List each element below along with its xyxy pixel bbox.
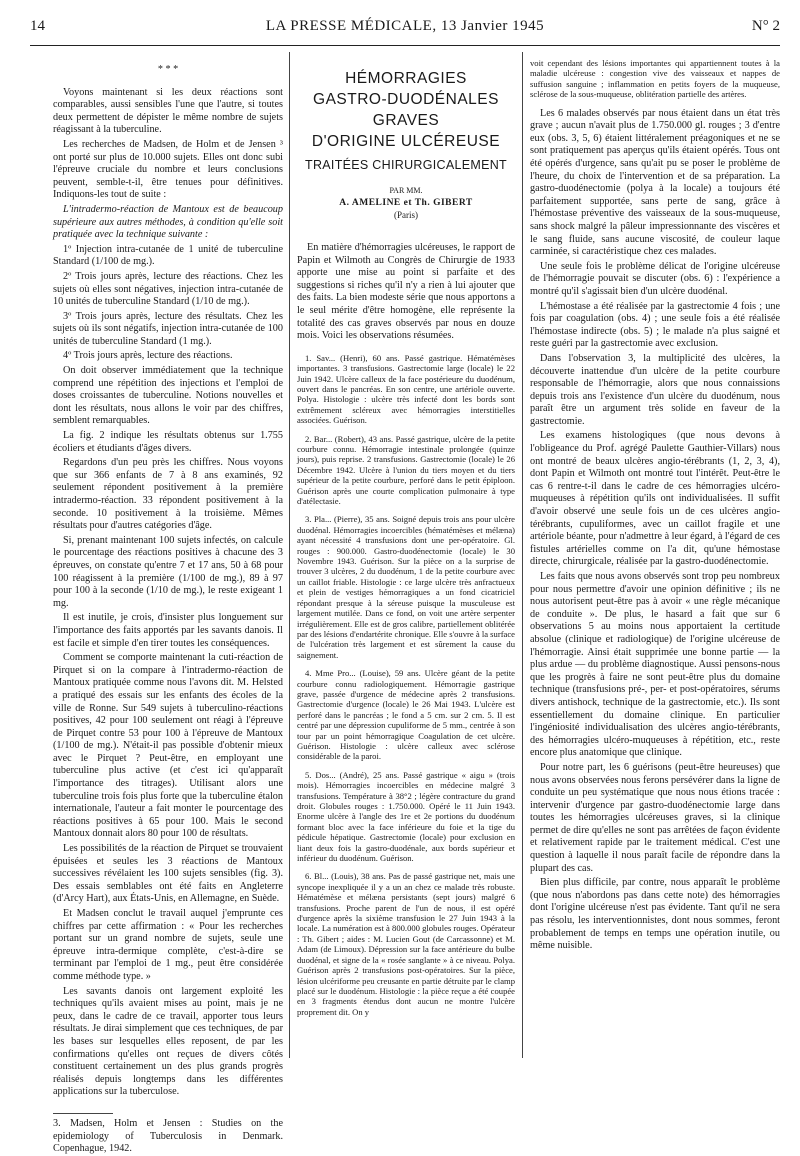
page-number: 14 (30, 18, 45, 34)
paragraph: 2º Trois jours après, lecture des réactions. Chez les sujets où elles sont négatives, injection intra-cutanée de 10 unités de tuberculine Standard (1/10 de mg.). (53, 270, 283, 308)
paragraph: Les examens histologiques (que nous devons à l'obligeance du Prof. agrégé Paulette Gauthier-Villars) nous ont montré de beaux ulcères angio-térébrants (1, 2, 3, 4), dont Papin et Wilmoth ont montré tout l'intérêt. Peut-être le cas 6 rentre-t-il dans le cadre de ces hémorragies ulcéro-muqueuses à répétition qu'ils ont individualisées. Il suffit d'avoir observé une seule fois un de ces ulcères angio-térébrants, cupuliformes, avec un caillot fragile et une artériole béante, pour n'admettre à leur égard, à l'égard de ces fistules artérielles comme on l'a dit, qu'une hémostase directe, chirurgicale, réalisée par la gastro-duodénectomie. (530, 430, 780, 568)
footnote-rule (53, 1113, 113, 1114)
observation: 3. Pla... (Pierre), 35 ans. Soigné depuis trois ans pour ulcère duodénal. Hémorragies incoercibles (hématémèses et mélæna) ayant nécessité 4 transfusions dont une per-opératoire. Gl. rouges : 900.000. Gastro-duodénectomie (locale) le 30 Novembre 1943. Guérison. Sur la pièce on a la surprise de trouver 3 ulcères, 2 du duodénum, 1 de la petite courbure avec un caillot friable. Histologie : ce large ulcère très anfractueux et plein de vestiges hémorragiques a un fond cicatriciel répondant presque à la séreuse puisque la musculeuse est largement mutilée. Dans ce fond, on voit une artère serpenter irrégulièrement. Elle est de gros calibre, partiellement oblitérée par des lésions d'endartérite chronique. Elle s'ouvre à la surface de l'ulcération très largement et est sûrement la cause du saignement. (297, 514, 515, 660)
paragraph: Si, prenant maintenant 100 sujets infectés, on calcule le pourcentage des réactions positives à chacune des 3 épreuves, on constate qu'entre 7 et 17 ans, 50 à 68 pour 100 réagissent à la première (1/100 de mg.), 89 à 97 pour 100 à la seconde (1/10 de mg.), le reste exigeant 1 mg. (53, 534, 283, 609)
observation: 4. Mme Pro... (Louise), 59 ans. Ulcère géant de la petite courbure connu radiologiquement. Hémorragie gastrique grave, passée d'urgence de médecine après 2 transfusions. Gastrectomie d'urgence (locale) le 26 Mai 1943. L'ulcère est perforé dans le pancréas ; le fond a 5 cm. sur 2 cm. 5. Il est centré par une dépression cupuliforme de 5 mm., centrée à son tour par un point hémorragique Coagulation de cet ulcère. Guérison. Histologie : ulcère calleux avec sclérose considérable de la paroi. (297, 668, 515, 762)
paragraph: Les 6 malades observés par nous étaient dans un état très grave ; aucun n'avait plus de 1.750.000 gl. rouges ; 3 d'entre eux (obs. 3, 5, 6) étaient littéralement préagoniques et ne se sont pratiquement pas aperçus qu'ils étaient opérés. Tous ont été opérés d'urgence, sans qu'ait pu se poser le problème de l'heure, du choix de l'intervention et de sa préparation. La gastro-duodénectomie (polya à la locale) a toujours été parfaitement supportée, sans perte de sang, grâce à l'hémostase préventive des vaisseaux de la sous-muqueuse, sans shock malgré la pâleur impressionnante des viscères et le sang fluide, sans aucune viscosité, de couleur laque carminée, si caractéristique chez ces malades. (530, 107, 780, 258)
paragraph: Voyons maintenant si les deux réactions sont comparables, aussi sensibles l'une que l'autre, si toutes deux permettent de dépister le même nombre de sujets réagissant à la tuberculine. (53, 86, 283, 136)
title-line: GASTRO-DUODÉNALES (313, 91, 499, 108)
observation-continuation: voit cependant des lésions importantes qui appartiennent toutes à la maladie ulcéreuse : congestion vive des vaisseaux et nappes de suffusion sanguine ; inflammation en petits foyers de la muqueuse, sclérose de la sous-muqueuse, oblitération partielle des artères. (530, 58, 780, 100)
column-divider-right (522, 52, 523, 1058)
paragraph: 4º Trois jours après, lecture des réactions. (63, 350, 233, 362)
issue-number: N° 2 (751, 18, 780, 34)
paragraph: Les recherches de Madsen, de Holm et de Jensen ³ ont porté sur plus de 10.000 sujets. Elles ont donc subi l'épreuve cruciale du nombre et leurs conclusions peuvent, semble-t-il, être tenues pour définitives. Indiquons-les tout de suite : (53, 138, 283, 201)
paragraph: La fig. 2 indique les résultats obtenus sur 1.755 écoliers et étudiants d'âges divers. (53, 430, 283, 454)
paragraph: Une seule fois le problème délicat de l'origine ulcéreuse de l'hémorragie pouvait se discuter (obs. 6) : l'expérience a montré qu'il s'agissait bien d'un ulcère duodénal. (530, 260, 780, 297)
paragraph: 3º Trois jours après, lecture des résultats. Chez les sujets où ils sont négatifs, injection intra-cutanée de 100 unités de tuberculine Standard (1 mg.). (53, 310, 283, 347)
column-divider-left (289, 52, 290, 1058)
observation: 1. Sav... (Henri), 60 ans. Passé gastrique. Hématémèses importantes. 3 transfusions. Gastrectomie large (locale) le 22 Juin 1942. Ulcère calleux de la face postérieure du duodénum, ouvert dans le pancréas. En son centre, une artériole ouverte. Polya. Histologie : ulcère très infecté dont les bords sont extrêmement scléreux avec hémorragies interstitielles associées. Guérison. (297, 352, 515, 426)
title-line: HÉMORRAGIES (345, 70, 467, 87)
article-city: (Paris) (394, 210, 418, 220)
footnote: 3. Madsen, Holm et Jensen : Studies on the epidemiology of Tuberculosis in Denmark. Copenhague, 1942. (53, 1117, 283, 1155)
running-header (30, 18, 780, 40)
article-subtitle: TRAITÉES CHIRURGICALEMENT (305, 158, 507, 172)
paragraph: On doit observer immédiatement que la technique comprend une répétition des injections et l'emploi de doses croissantes de tuberculine. Notions nouvelles et dont les résultats, nous allons le voir par des chiffres, semblent remarquables. (53, 365, 283, 427)
column-right (530, 58, 780, 1068)
column-right-paragraphs (530, 108, 780, 953)
observation: 6. Bl... (Louis), 38 ans. Pas de passé gastrique net, mais une syncope inexpliquée il y a un an chez ce malade très robuste. Hématémèse et mélæna persistants (sept jours) malgré 6 transfusions. Proche parent de l'un de nous, il est opéré d'urgence après la sixième transfusion le 27 Juin 1943 à la locale. La numération est à 800.000 globules rouges. Opérateur : Th. Gibert ; aides : M. Lucien Gout (de Carcassonne) et M. Adam (de Limoux). Dépression sur la face antérieure du bulbe duodénal, et signe de la « rosée sanglante » à ce niveau. Polya. Guérison après 2 transfusions post-opératoires. Sur la pièce, lésion ulcériforme peu creusante en partie détruite par le clamp placé sur le duodénum. Histologie : la pièce reçue a été coupée en 3 fragments étendus dont aucun ne montre l'ulcère proprement dit. On y (297, 871, 515, 1017)
article-authors: A. AMELINE et Th. GIBERT (339, 198, 473, 208)
paragraph: L'intradermo-réaction de Mantoux est de beaucoup supérieure aux autres méthodes, à condition qu'elle soit pratiquée avec la technique suivante : (53, 203, 283, 241)
observations-list (297, 353, 515, 1017)
paragraph: Pour notre part, les 6 guérisons (peut-être heureuses) que nous avons observées nous ferons persévérer dans la ligne de conduite un peu systématique que nous nous étions tracée : intervenir d'urgence par gastro-duodénectomie large dans toutes les hémorragies ulcéreuses graves, si la clinique permet de dire qu'elles ne sont pas arrêtées de façon évidente et relativement rapide par le traitement médical. C'est une question à laquelle il nous paraît facile de répondre dans la plupart des cas. (530, 761, 780, 874)
paragraph: L'hémostase a été réalisée par la gastrectomie 4 fois ; une fois par coagulation (obs. 4) ; une seule fois a été réalisée l'hémostase indirecte (obs. 5) ; le malade n'a plus saigné et reste guéri par la gastrectomie avec exclusion. (530, 300, 780, 350)
column-middle (297, 58, 515, 1068)
paragraph: 1º Injection intra-cutanée de 1 unité de tuberculine Standard (1/100 de mg.). (53, 243, 283, 268)
title-line: GRAVES (372, 112, 440, 129)
paragraph: Regardons d'un peu près les chiffres. Nous voyons que sur 366 enfants de 7 à 8 ans examinés, 92 seulement répondent positivement à la première intradermo-réaction. 33 répondent positivement à la seconde. 10 positivement à la troisième. Mêmes résultats pour d'autres catégories d'âge. (53, 457, 283, 532)
byline-par: PAR MM. (389, 186, 423, 195)
column-left-paragraphs (53, 87, 283, 1099)
column-left (53, 58, 283, 1155)
section-stars: * * * (157, 64, 179, 75)
paragraph: Comment se comporte maintenant la cuti-réaction de Pirquet si on la compare à l'intradermo-réaction de Mantoux pratiquée comme nous l'avons dit. M. Helsted a pratiqué des essais sur les enfants des écoles de la ville de Ronne. Sur 549 sujets à tuberculino-réactions positives, 42 pour 100 seulement ont réagi à l'épreuve de Pirquet contre 53 pour 100 à l'épreuve de Mantoux (1/100 de mg.). N'était-il pas possible d'obtenir mieux avec le Pirquet ? Peut-être, en employant une tuberculine plus active (et c'est ici qu'apparaît l'importance des titrages). Utilisant alors une tuberculine trois fois plus forte que la tuberculine étalon internationale, l'auteur a fait monter le pourcentage des réactions positives à 65 pour 100. Mais le second Mantoux donnait alors 80 pour 100 de résultats. (53, 652, 283, 840)
journal-title: LA PRESSE MÉDICALE, 13 Janvier 1945 (265, 18, 545, 34)
title-line: D'ORIGINE ULCÉREUSE (311, 133, 501, 150)
paragraph: Et Madsen conclut le travail auquel j'emprunte ces chiffres par cette affirmation : « Pour les recherches portant sur un grand nombre de sujets, seule une épreuve intra-dermique complète, c'est-à-dire se terminant par l'emploi de 1 mg., peut être considérée comme méthode type. » (53, 908, 283, 982)
paragraph: Bien plus difficile, par contre, nous apparaît le problème (que nous n'abordons pas dans cette note) des hémorragies dont l'origine ulcéreuse n'est pas évidente. Tant qu'il ne sera pas résolu, les interventionnistes, dont nous sommes, feront probablement de temps en temps une opération inutile, ou même nuisible. (530, 877, 780, 952)
article-title (297, 68, 515, 152)
paragraph: Les savants danois ont largement exploité les techniques qu'ils avaient mises au point, mais je ne peux, dans le cadre de ce travail, apporter tous leurs résultats. Je dirai simplement que ces techniques, de par les bases sur lesquelles elles reposent, de par les confirmations qu'elles ont reçues de divers côtés constituent certainement un des plus grands progrès réalisés depuis longtemps dans les différentes applications sur la tuberculose. (53, 985, 283, 1098)
observation: 2. Bar... (Robert), 43 ans. Passé gastrique, ulcère de la petite courbure connu. Hémorragie intestinale prolongée (quinze jours), puis reprise. 2 transfusions. Gastrectomie (locale) le 26 Décembre 1942. Ulcère à l'union du tiers moyen et du tiers supérieur de la petite courbure, perforé dans le petit épiploon. Guérison après une courte complication pulmonaire à type d'atélectasie. (297, 433, 515, 507)
paragraph: Dans l'observation 3, la multiplicité des ulcères, la découverte inattendue d'un ulcère de la petite courbure responsable de l'hémorragie, alors que nous connaissions depuis trois ans l'existence d'un ulcère du duodénum, nous paraît être un argument très solide en faveur de la gastrectomie. (530, 352, 780, 427)
header-rule (30, 45, 780, 46)
article-intro: En matière d'hémorragies ulcéreuses, le rapport de Papin et Wilmoth au Congrès de Chirurgie de 1933 apporte une mise au point si parfaite et des suggestions si riches qu'il n'y a rien à lui ajouter que des faits. La bien modeste série que nous apportons a le seul mérite d'être homogène, elle représente la totalité des cas graves observés par nous en douze mois. Voici les observations résumées. (297, 242, 515, 342)
paragraph: Les possibilités de la réaction de Pirquet se trouvaient épuisées et seules les 3 réactions de Mantoux successives révélaient les 100 sujets sensibles (fig. 3). Des essais semblables ont été faits en Angleterre (d'Arcy Hart), aux États-Unis, en Allemagne, en Suède. (53, 843, 283, 905)
paragraph: Les faits que nous avons observés sont trop peu nombreux pour nous permettre d'avoir une opinion définitive ; ils ne nous autorisent peut-être pas à avoir « une règle mécanique de conduite ». De plus, le hasard a fait que sur 6 observations 5 au moins nous apportaient la certitude absolue (clinique et radiologique) de l'origine ulcéreuse de l'hémorragie. Ainsi était supprimée une bonne partie — la plus ardue — du problème diagnostique. Aussi pensons-nous que les progrès à faire ne sont peut-être plus du domaine technique (transfusions pré-, per- et post-opératoires, sérums divers antishock, technique de la gastrectomie, etc.). Ils sont essentiellement du domaine clinique. En particulier l'ingéniosité individualisation des ulcères angio-térébrants, des hémorragies ulcéro-muqueuses à répétition, etc., reste encore plus anatomique que clinique. (530, 571, 780, 759)
observation: 5. Dos... (André), 25 ans. Passé gastrique « aigu » (trois mois). Hémorragies incoercibles en médecine malgré 3 transfusions. Température à 38°2 ; légère contracture du grand droit. Globules rouges : 1.750.000. Opéré le 11 Juin 1943. Enorme ulcère à l'angle des 1re et 2e portions du duodénum formant bloc avec la face inférieure du foie et la tige du pédicule hépatique. Gastrectomie (locale) pour exclusion en liant deux fois la gastro-duodénale, aux bords supérieur et inférieur du duodénum. Guérison. (297, 769, 515, 864)
paragraph: Il est inutile, je crois, d'insister plus longuement sur l'importance des faits apportés par les savants danois. Il est facile et simple d'en tirer toutes les conséquences. (53, 612, 283, 649)
